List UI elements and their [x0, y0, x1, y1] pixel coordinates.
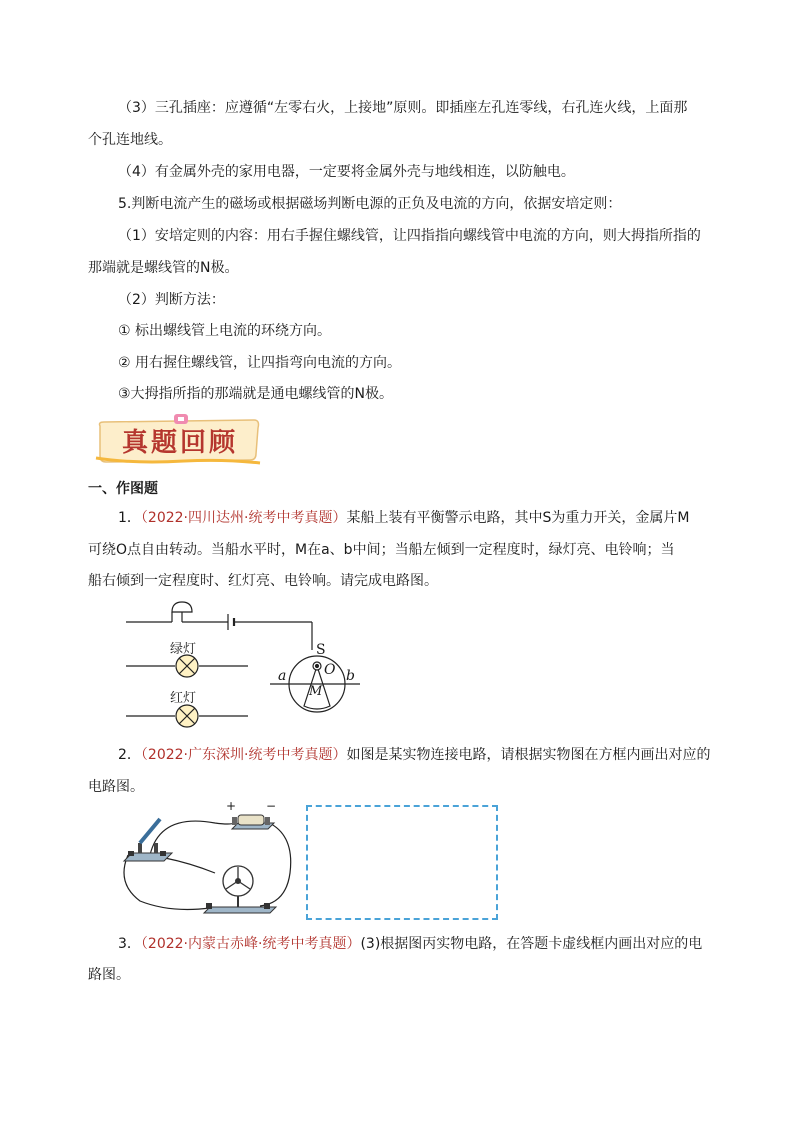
section-title: 一、作图题	[88, 481, 158, 497]
metal-m-label: M	[309, 684, 323, 699]
red-lamp-label: 红灯	[170, 691, 197, 706]
pivot-o-label: O	[324, 662, 336, 678]
q1-line3: 船右倾到一定程度时、红灯亮、电铃响。请完成电路图。	[88, 573, 438, 589]
q1-line1	[118, 508, 738, 528]
q1-text1: 某船上装有平衡警示电路，其中S为重力开关，金属片M	[346, 510, 690, 526]
q1-circuit-figure	[120, 600, 370, 734]
rule-3-cont: 个孔连地线。	[88, 132, 172, 148]
green-lamp-label: 绿灯	[170, 642, 197, 657]
switch-s-label: S	[316, 642, 326, 658]
q3-line2: 路图。	[88, 967, 130, 983]
q3-source: （2022·内蒙古赤峰·统考中考真题）	[140, 936, 361, 952]
rule-3: （3）三孔插座：应遵循“左零右火，上接地”原则。即插座左孔连零线，右孔连火线，上面那	[118, 100, 688, 116]
contact-b-label: b	[346, 668, 355, 684]
q3-line1	[118, 934, 738, 954]
step-3: ③大拇指所指的那端就是通电螺线管的N极。	[118, 386, 394, 402]
banner-text: 真题回顾	[121, 428, 239, 458]
answer-dashed-box	[306, 805, 498, 920]
rule-5-2: （2）判断方法：	[118, 292, 225, 308]
review-banner	[94, 414, 264, 466]
banner-graphic	[94, 414, 264, 466]
battery-minus-label: −	[266, 799, 277, 813]
rule-5: 5.判断电流产生的磁场或根据磁场判断电源的正负及电流的方向，依据安培定则：	[118, 196, 622, 212]
q2-line1	[118, 745, 738, 765]
contact-a-label: a	[278, 668, 287, 684]
step-2: ② 用右握住螺线管，让四指弯向电流的方向。	[118, 355, 401, 371]
q3-text1: (3)根据图丙实物电路，在答题卡虚线框内画出对应的电	[360, 936, 703, 952]
q1-number: 1．	[118, 510, 141, 526]
q2-number: 2．	[118, 747, 141, 763]
q3-number: 3．	[118, 936, 141, 952]
q2-text1: 如图是某实物连接电路，请根据实物图在方框内画出对应的	[346, 747, 711, 763]
q1-line2: 可绕O点自由转动。当船水平时，M在a、b中间；当船左倾到一定程度时，绿灯亮、电铃响；当	[88, 542, 675, 558]
rule-4: （4）有金属外壳的家用电器，一定要将金属外壳与地线相连，以防触电。	[118, 164, 575, 180]
rule-5-1-cont: 那端就是螺线管的N极。	[88, 260, 239, 276]
q2-line2: 电路图。	[88, 779, 144, 795]
step-1: ① 标出螺线管上电流的环绕方向。	[118, 323, 332, 339]
rule-5-1: （1）安培定则的内容：用右手握住螺线管，让四指指向螺线管中电流的方向，则大拇指所指的	[118, 228, 701, 244]
q2-physical-circuit	[120, 799, 295, 922]
q2-source: （2022·广东深圳·统考中考真题）	[140, 747, 347, 763]
q1-source: （2022·四川达州·统考中考真题）	[140, 510, 347, 526]
battery-plus-label: +	[226, 799, 237, 813]
